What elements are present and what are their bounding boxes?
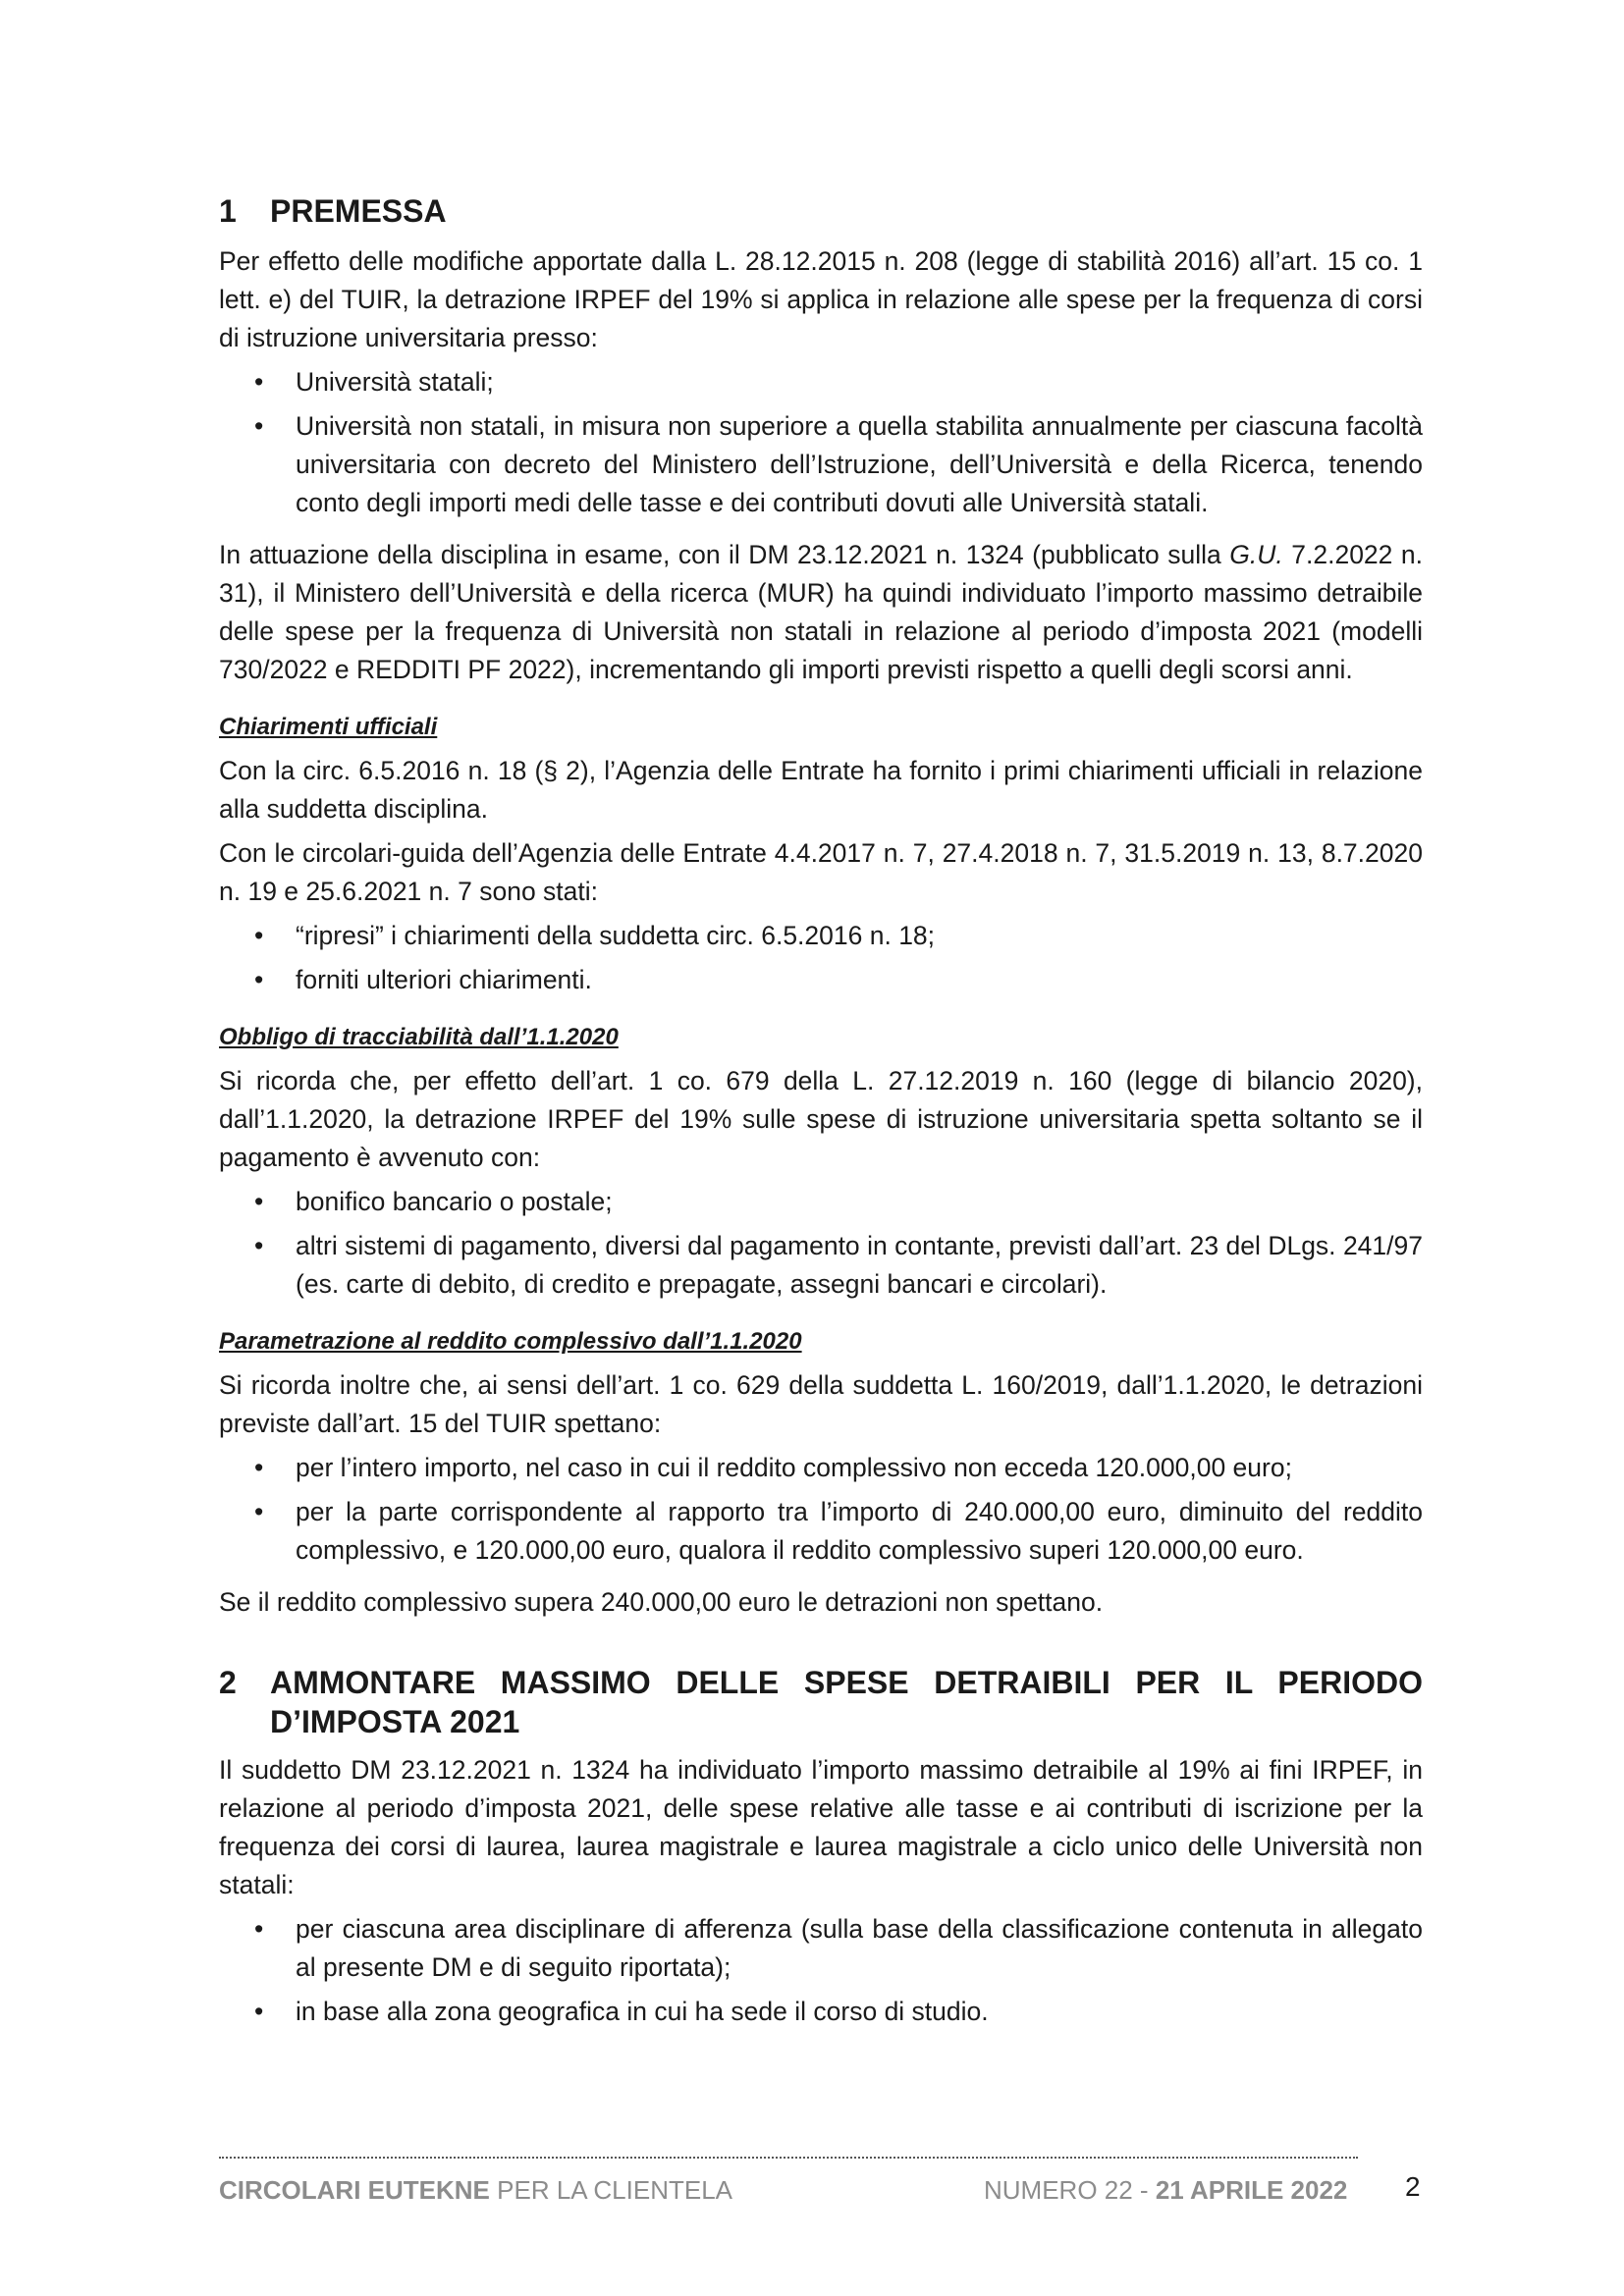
list-item: • per ciascuna area disciplinare di afferenza (sulla base della classificazione contenuta in allegato al presente DM e di seguito riportata); — [219, 1910, 1423, 1987]
page-footer — [219, 2171, 1423, 2215]
bullet-icon: • — [254, 367, 264, 397]
paragraph: Si ricorda inoltre che, ai sensi dell’art. 1 co. 629 della suddetta L. 160/2019, dall’1.1.2020, le detrazioni previste dall’art. 15 del TUIR spettano: — [219, 1370, 1423, 1438]
section-title: PREMESSA — [270, 193, 447, 229]
bullet-icon: • — [254, 965, 264, 994]
section-title: AMMONTARE MASSIMO DELLE SPESE DETRAIBILI PER IL PERIODO D’IMPOSTA 2021 — [270, 1665, 1423, 1739]
list-item: • bonifico bancario o postale; — [219, 1183, 1423, 1221]
list-item: • Università statali; — [219, 363, 1423, 401]
paragraph: Per effetto delle modifiche apportate dalla L. 28.12.2015 n. 208 (legge di stabilità 2016) all’art. 15 co. 1 lett. e) del TUIR, la detrazione IRPEF del 19% si applica in relazione alle spese per la frequenza di corsi di istruzione universitaria presso: — [219, 246, 1423, 352]
section-1-heading — [219, 191, 1423, 231]
section-number: 2 — [219, 1665, 237, 1700]
bullet-list — [219, 363, 1423, 522]
subsection-heading: Chiarimenti ufficiali — [219, 714, 438, 740]
bullet-icon: • — [254, 411, 264, 441]
footer-publication: CIRCOLARI EUTEKNE PER LA CLIENTELA — [219, 2175, 733, 2205]
list-item: • per l’intero importo, nel caso in cui il reddito complessivo non ecceda 120.000,00 euro; — [219, 1449, 1423, 1487]
paragraph: Con la circ. 6.5.2016 n. 18 (§ 2), l’Agenzia delle Entrate ha fornito i primi chiarimenti ufficiali in relazione alla suddetta disciplina. — [219, 756, 1423, 824]
list-item: • “ripresi” i chiarimenti della suddetta circ. 6.5.2016 n. 18; — [219, 917, 1423, 955]
paragraph: In attuazione della disciplina in esame, con il DM 23.12.2021 n. 1324 (pubblicato sulla G.U. 7.2.2022 n. 31), il Ministero dell’Università e della ricerca (MUR) ha quindi individuato l’importo massimo detraibile delle spese per la frequenza di Università non statali in relazione al periodo d’imposta 2021 (modelli 730/2022 e REDDITI PF 2022), incrementando gli importi previsti rispetto a quelli degli scorsi anni. — [219, 540, 1423, 684]
bullet-icon: • — [254, 1914, 264, 1944]
section-number: 1 — [219, 193, 237, 229]
subsection-heading: Parametrazione al reddito complessivo dall’1.1.2020 — [219, 1328, 802, 1355]
footer-issue: NUMERO 22 - 21 APRILE 2022 — [984, 2175, 1348, 2205]
bullet-icon: • — [254, 1231, 264, 1260]
paragraph: Con le circolari-guida dell’Agenzia delle Entrate 4.4.2017 n. 7, 27.4.2018 n. 7, 31.5.2019 n. 13, 8.7.2020 n. 19 e 25.6.2021 n. 7 sono stati: — [219, 838, 1423, 906]
bullet-icon: • — [254, 1453, 264, 1482]
bullet-list — [219, 917, 1423, 999]
bullet-icon: • — [254, 1997, 264, 2026]
page-number: 2 — [1405, 2171, 1421, 2202]
section-2-heading — [219, 1663, 1423, 1741]
list-item: • per la parte corrispondente al rapporto tra l’importo di 240.000,00 euro, diminuito del reddito complessivo, e 120.000,00 euro, qualora il reddito complessivo superi 120.000,00 euro. — [219, 1493, 1423, 1570]
bullet-list — [219, 1183, 1423, 1304]
paragraph: Il suddetto DM 23.12.2021 n. 1324 ha individuato l’importo massimo detraibile al 19% ai fini IRPEF, in relazione al periodo d’imposta 2021, delle spese relative alle tasse e ai contributi di iscrizione per la frequenza dei corsi di laurea, laurea magistrale e laurea magistrale a ciclo unico delle Università non statali: — [219, 1755, 1423, 1899]
paragraph: Si ricorda che, per effetto dell’art. 1 co. 679 della L. 27.12.2019 n. 160 (legge di bilancio 2020), dall’1.1.2020, la detrazione IRPEF del 19% sulle spese di istruzione universitaria spetta soltanto se il pagamento è avvenuto con: — [219, 1066, 1423, 1172]
list-item: • in base alla zona geografica in cui ha sede il corso di studio. — [219, 1993, 1423, 2031]
bullet-icon: • — [254, 1187, 264, 1216]
bullet-icon: • — [254, 921, 264, 950]
document-body — [219, 191, 1423, 2031]
paragraph: Se il reddito complessivo supera 240.000,00 euro le detrazioni non spettano. — [219, 1587, 1104, 1617]
bullet-list — [219, 1449, 1423, 1570]
bullet-icon: • — [254, 1497, 264, 1526]
list-item: • altri sistemi di pagamento, diversi dal pagamento in contante, previsti dall’art. 23 del DLgs. 241/97 (es. carte di debito, di credito e prepagate, assegni bancari e circolari). — [219, 1227, 1423, 1304]
list-item: • Università non statali, in misura non superiore a quella stabilita annualmente per ciascuna facoltà universitaria con decreto del Ministero dell’Istruzione, dell’Università e della Ricerca, tenendo conto degli importi medi delle tasse e dei contributi dovuti alle Università statali. — [219, 407, 1423, 522]
bullet-list — [219, 1910, 1423, 2031]
footer-divider — [219, 2157, 1358, 2159]
list-item: • forniti ulteriori chiarimenti. — [219, 961, 1423, 999]
subsection-heading: Obbligo di tracciabilità dall’1.1.2020 — [219, 1024, 619, 1050]
